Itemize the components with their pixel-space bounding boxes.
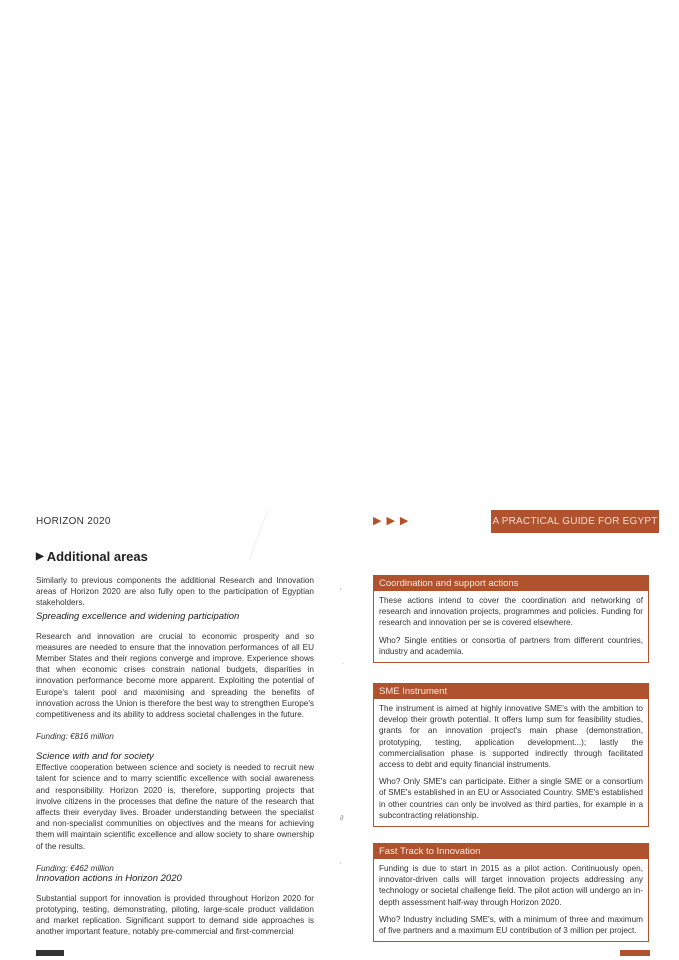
margin-mark: ’ xyxy=(340,588,342,595)
intro-paragraph: Similarly to previous components the additional Research and Innovation areas of Horizon 2020 are also fully open to the participation of Egyptian stakeholders. xyxy=(36,576,314,608)
header-title: HORIZON 2020 xyxy=(36,516,111,527)
box-fast-track-who: Who? Industry including SME's, with a minimum of three and maximum of five partners and a maximum EU contribution of 3 million per project. xyxy=(379,914,643,936)
box-coordination-who: Who? Single entities or consortia of partners from different countries, industry and academia. xyxy=(379,635,643,656)
paragraph-innovation: Substantial support for innovation is provided throughout Horizon 2020 for prototyping, testing, demonstrating, piloting, large-scale product validation and market replication. Significant support to demand side approaches is another important feature, notably pre-commercial and first-commercial xyxy=(36,893,314,937)
section-title: Additional areas xyxy=(46,549,148,564)
box-sme-instrument xyxy=(373,683,649,827)
footer-bar-right xyxy=(620,950,650,956)
box-sme-text: The instrument is aimed at highly innovative SME's with the ambition to develop their growth potential. It offers lump sum for feasibility studies, grants for an innovation project's main phase (demonstration, prototyping, testing, application development...); lastly the commercialisation phase is supported indirectly through facilitated access to debt and equity financial instruments. xyxy=(379,704,643,770)
margin-mark: · xyxy=(342,660,345,667)
box-fast-track xyxy=(373,843,649,942)
paragraph-spreading: Research and innovation are crucial to economic prosperity and so measures are needed to ensure that the innovation performances of all EU Member States and their regions converge and improve. Experience shows that when economic crises constrain national budgets, disparities in innovation performance become more apparent. Exploiting the potential of Europe's talent pool and maximising and spreading the benefits of innovation across the Union is therefore the best way to strengthen Europe's competitiveness and its ability to address societal challenges in the future. xyxy=(36,631,314,720)
section-heading xyxy=(36,549,314,564)
box-sme-who: Who? Only SME's can participate. Either a single SME or a consortium of SME's established in an EU or Associated Country. SME's established in other countries can only be involved as third parties, for example in a subcontracting relationship. xyxy=(379,777,643,820)
box-coordination xyxy=(373,575,649,663)
header-banner: A PRACTICAL GUIDE FOR EGYPT xyxy=(491,510,659,533)
triangle-bullet-icon: ▶ xyxy=(36,551,44,562)
left-column xyxy=(36,549,314,938)
funding-spreading: Funding: €816 million xyxy=(36,732,114,742)
box-title-sme: SME Instrument xyxy=(374,684,648,699)
box-coordination-text: These actions intend to cover the coordination and networking of research and innovation projects, programmes and policies. Funding for research and innovation per se is covered elsewhere. xyxy=(379,596,643,628)
subheading-spreading: Spreading excellence and widening participation xyxy=(36,610,240,622)
funding-science: Funding: €462 million xyxy=(36,863,114,873)
subheading-innovation: Innovation actions in Horizon 2020 xyxy=(36,872,182,884)
header-arrows-icon: ▶▶▶ xyxy=(373,515,414,527)
box-title-fast-track: Fast Track to Innovation xyxy=(374,844,648,859)
subheading-science: Science with and for society xyxy=(36,751,154,763)
margin-mark: ∂ xyxy=(340,815,344,822)
margin-mark: ‘ xyxy=(340,862,342,869)
box-title-coordination: Coordination and support actions xyxy=(374,576,648,591)
paragraph-science: Effective cooperation between science and society is needed to recruit new talent for science and to marry scientific excellence with social awareness and responsibility. Horizon 2020 is, therefore, supporting projects that involve citizens in the processes that define the nature of the research that affects their everyday lives. Broader understanding between the specialist and non-specialist communities on objectives and the means for achieving them will maintain scientific excellence and allow society to share ownership of the results. xyxy=(36,763,314,851)
footer-bar-left xyxy=(36,950,64,956)
box-fast-track-text: Funding is due to start in 2015 as a pilot action. Continuously open, innovator-driven calls will target innovation projects addressing any technology or societal challenge field. The pilot action will undergo an in-depth assessment half-way through Horizon 2020. xyxy=(379,864,643,907)
